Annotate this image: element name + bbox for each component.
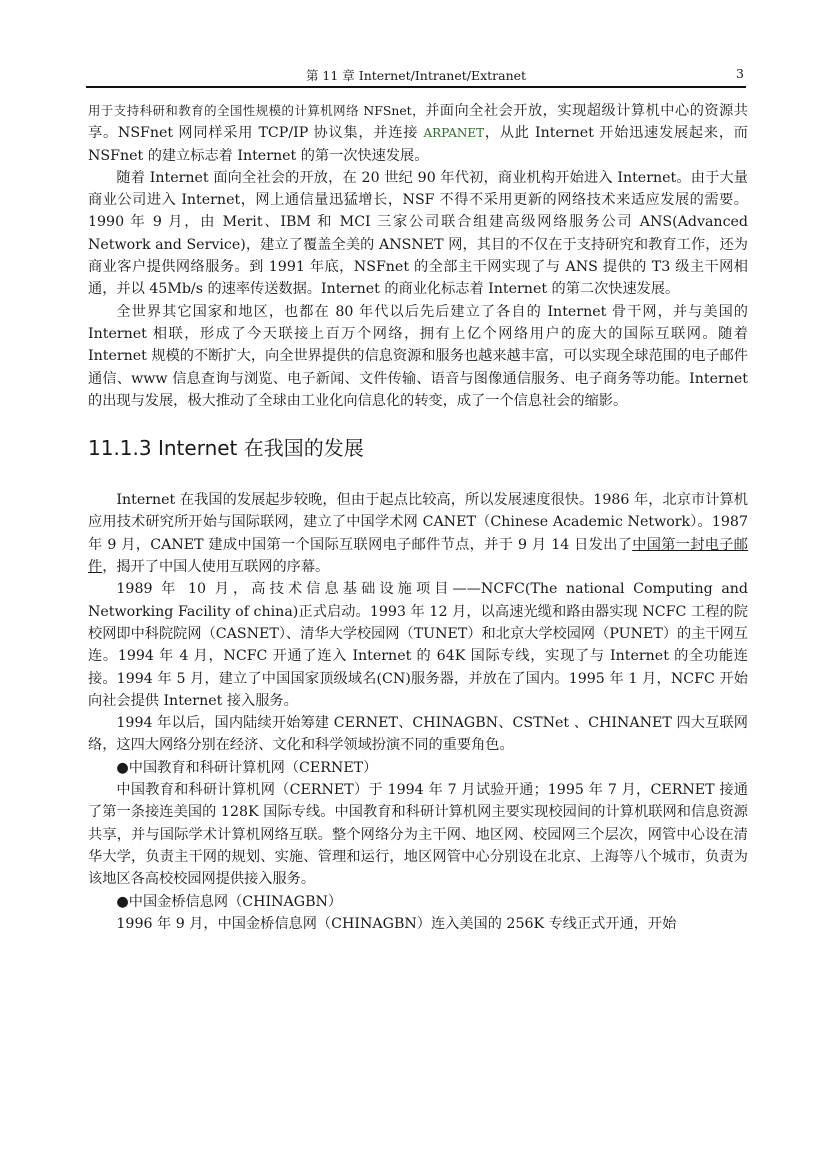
paragraph bbox=[88, 100, 748, 167]
paragraph: 1996 年 9 月，中国金桥信息网（CHINAGBN）连入美国的 256K 专线正式开通，开始 bbox=[116, 915, 677, 932]
header-rule bbox=[86, 86, 746, 88]
page-number: 3 bbox=[736, 66, 744, 81]
text-span: 用于支持科研和教育的全国性规模的计算机网络 NFSnet， bbox=[88, 103, 426, 118]
chapter-title: 第 11 章 Internet/Intranet/Extranet bbox=[305, 68, 527, 83]
paragraph: 随着 Internet 面向全社会的开放，在 20 世纪 90 年代初，商业机构开始进入 Internet。由于大量商业公司进入 Internet，网上通信量迅猛增长，NSF 不得不采用更新的网络技术来适应发展的需要。1990 年 9 月，由 Merit、IBM 和 MCI 三家公司联合组建高级网络服务公司 ANS(Advanced Network and Service)，建立了覆盖全美的 ANSNET 网，其目的不仅在于支持研究和教育工作，还为商业客户提供网络服务。到 1991 年底，NSFnet 的全部主干网实现了与 ANS 提供的 T3 级主干网相通，并以 45Mb/s 的速率传送数据。Internet 的商业化标志着 Internet 的第二次快速发展。 bbox=[88, 169, 748, 298]
paragraph: 全世界其它国家和地区，也都在 80 年代以后先后建立了各自的 Internet 骨干网，并与美国的 Internet 相联，形成了今天联接上百万个网络，拥有上亿个网络用户的庞大的国际互联网。随着 Internet 规模的不断扩大，向全世界提供的信息资源和服务也越来越丰富，可以实现全球范围的电子邮件通信、www 信息查询与浏览、电子新闻、文件传输、语音与图像通信服务、电子商务等功能。Internet 的出现与发展，极大推动了全球由工业化向信息化的转变，成了一个信息社会的缩影。 bbox=[88, 303, 748, 409]
paragraph: 中国教育和科研计算机网（CERNET）于 1994 年 7 月试验开通；1995 年 7 月，CERNET 接通了第一条接连美国的 128K 国际专线。中国教育和科研计算机网主要实现校园间的计算机联网和信息资源共享，并与国际学术计算机网络互联。整个网络分为主干网、地区网、校园网三个层次，网管中心设在清华大学，负责主干网的规划、实施、管理和运行，地区网管中心分别设在北京、上海等八个城市，负责为该地区各高校校园网提供接入服务。 bbox=[88, 782, 748, 888]
running-header bbox=[86, 64, 746, 84]
paragraph bbox=[88, 489, 748, 578]
text-span: Internet 在我国的发展起步较晚，但由于起点比较高，所以发展速度很快。1986 年，北京市计算机应用技术研究所开始与国际联网，建立了中国学术网 CANET（Chinese Academic Network）。1987 年 9 月，CANET 建成中国第一个国际互联网电子邮件节点，并于 9 月 14 日发出了 bbox=[88, 492, 748, 553]
arpanet-link[interactable]: ARPANET bbox=[423, 126, 485, 141]
bullet-chinagbn: ●中国金桥信息网（CHINAGBN） bbox=[116, 893, 343, 910]
text-span: ，揭开了中国人使用互联网的序幕。 bbox=[102, 559, 330, 576]
paragraph: 1989 年 10 月，高技术信息基础设施项目——NCFC(The national Computing and Networking Facility of china)正式启动。1993 年 12 月，以高速光缆和路由器实现 NCFC 工程的院校网即中科院院网（CASNET）、清华大学校园网（TUNET）和北京大学校园网（PUNET）的主干网互连。1994 年 4 月，NCFC 开通了连入 Internet 的 64K 国际专线，实现了与 Internet 的全功能连接。1994 年 5 月，建立了中国国家顶级域名(CN)服务器，并放在了国内。1995 年 1 月，NCFC 开始向社会提供 Internet 接入服务。 bbox=[88, 581, 748, 709]
bullet-cernet: ●中国教育和科研计算机网（CERNET） bbox=[116, 759, 378, 776]
first-email-link[interactable]: 中国第一封电子邮件 bbox=[88, 536, 748, 576]
text-span: ，从此 Internet 开始迅速发展起来，而 NSFnet 的建立标志着 Internet 的第一次快速发展。 bbox=[88, 125, 748, 164]
paragraph: 1994 年以后，国内陆续开始筹建 CERNET、CHINAGBN、CSTNet 、CHINANET 四大互联网络，这四大网络分别在经济、文化和科学领域扮演不同的重要角色。 bbox=[88, 715, 748, 754]
text-span: 并面向全社会开放，实现超级计算机中心的资源共享。NSFnet 网同样采用 TCP/IP 协议集，并连接 bbox=[88, 103, 748, 142]
section-heading: 11.1.3 Internet 在我国的发展 bbox=[88, 436, 364, 461]
body-text bbox=[88, 100, 748, 935]
